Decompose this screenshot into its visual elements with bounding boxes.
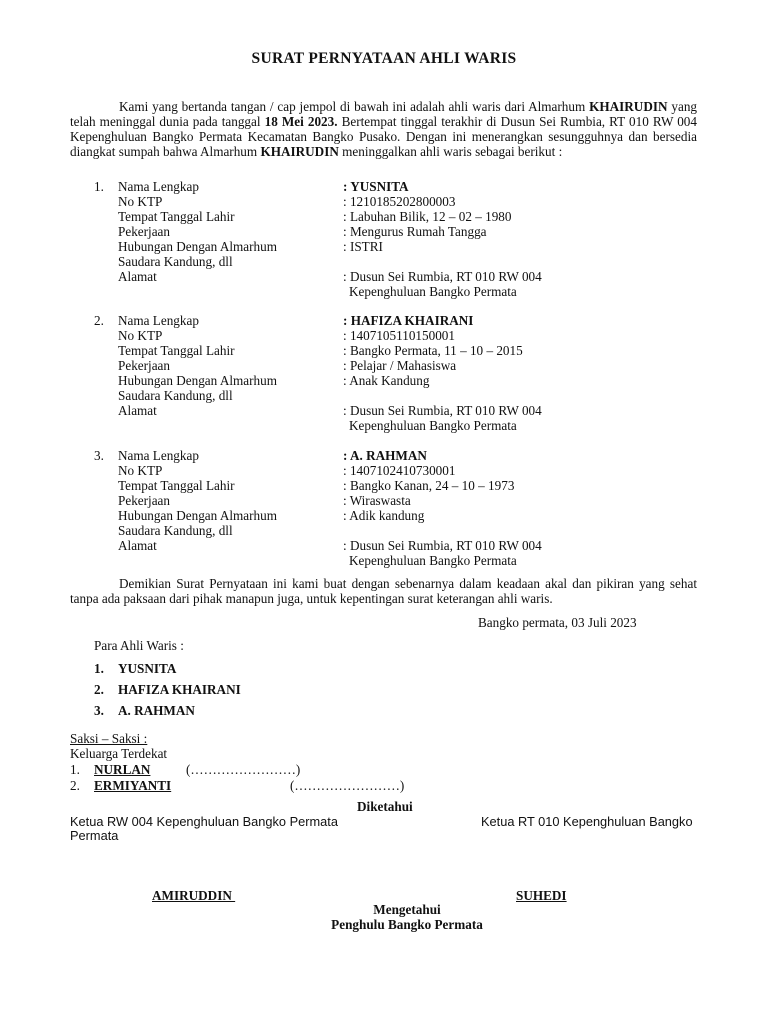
deceased-name: KHAIRUDIN bbox=[589, 99, 668, 114]
ketua-rt-name: SUHEDI bbox=[516, 888, 567, 903]
heir-hubungan: : Anak Kandung bbox=[343, 373, 430, 388]
intro-text-4: meninggalkan ahli waris sebagai berikut : bbox=[338, 144, 563, 159]
heir-ttl: : Bangko Permata, 11 – 10 – 2015 bbox=[343, 343, 523, 358]
deceased-name-repeat: KHAIRUDIN bbox=[260, 144, 339, 159]
heir-alamat: : Dusun Sei Rumbia, RT 010 RW 004 bbox=[343, 538, 542, 553]
heir-ktp: : 1407105110150001 bbox=[343, 328, 455, 343]
label-hubungan: Hubungan Dengan Almarhum bbox=[118, 508, 277, 523]
saksi-name: NURLAN bbox=[94, 762, 151, 777]
para-ahli-waris-label: Para Ahli Waris : bbox=[94, 638, 184, 653]
signer-number: 1. bbox=[94, 661, 104, 676]
document-title: SURAT PERNYATAAN AHLI WARIS bbox=[251, 50, 517, 67]
heir-ttl: : Labuhan Bilik, 12 – 02 – 1980 bbox=[343, 209, 512, 224]
label-ktp: No KTP bbox=[118, 463, 163, 478]
label-ktp: No KTP bbox=[118, 194, 163, 209]
heir-ktp: : 1210185202800003 bbox=[343, 194, 456, 209]
heir-name: : HAFIZA KHAIRANI bbox=[343, 313, 474, 328]
intro-paragraph bbox=[70, 99, 697, 159]
label-hubungan: Hubungan Dengan Almarhum bbox=[118, 373, 277, 388]
label-alamat: Alamat bbox=[118, 403, 157, 418]
saksi-number: 2. bbox=[70, 778, 80, 793]
saksi-title: Saksi – Saksi : bbox=[70, 731, 148, 746]
signer-number: 3. bbox=[94, 703, 104, 718]
heir-ktp: : 1407102410730001 bbox=[343, 463, 456, 478]
diketahui-label: Diketahui bbox=[357, 799, 413, 814]
heir-alamat-2: Kepenghuluan Bangko Permata bbox=[349, 284, 517, 299]
heir-alamat-2: Kepenghuluan Bangko Permata bbox=[349, 418, 517, 433]
saksi-subtitle: Keluarga Terdekat bbox=[70, 746, 168, 761]
saksi-signature-line: (……………………) bbox=[290, 778, 405, 793]
signer-number: 2. bbox=[94, 682, 104, 697]
label-nama: Nama Lengkap bbox=[118, 448, 199, 463]
label-ttl: Tempat Tanggal Lahir bbox=[118, 343, 235, 358]
ketua-rw-title: Ketua RW 004 Kepenghuluan Bangko Permata bbox=[70, 814, 338, 829]
heir-name: : A. RAHMAN bbox=[343, 448, 427, 463]
label-hubungan-2: Saudara Kandung, dll bbox=[118, 254, 233, 269]
death-date: 18 Mei 2023. bbox=[264, 114, 338, 129]
heir-name: : YUSNITA bbox=[343, 179, 409, 194]
label-alamat: Alamat bbox=[118, 538, 157, 553]
intro-text-1: Kami yang bertanda tangan / cap jempol di bawah ini adalah ahli waris dari Almarhum bbox=[119, 99, 590, 114]
label-nama: Nama Lengkap bbox=[118, 179, 199, 194]
heir-pekerjaan: : Pelajar / Mahasiswa bbox=[343, 358, 457, 373]
mengetahui-label: Mengetahui bbox=[373, 902, 441, 917]
intro-text-3: Bertempat tinggal terakhir di Dusun Sei Rumbia, RT 010 RW 004 Kepenghuluan Bangko Permata Kecamatan Bangko Pusako. Dengan ini menerangkan sesungguhnya dan bersedia diangkat sumpah bahwa Almarhum bbox=[70, 114, 697, 159]
place-date: Bangko permata, 03 Juli 2023 bbox=[478, 615, 637, 630]
heir-ttl: : Bangko Kanan, 24 – 10 – 1973 bbox=[343, 478, 515, 493]
heir-number: 2. bbox=[94, 313, 104, 328]
ketua-rw-name: AMIRUDDIN bbox=[152, 888, 236, 903]
heir-number: 1. bbox=[94, 179, 104, 194]
label-hubungan: Hubungan Dengan Almarhum bbox=[118, 239, 277, 254]
signer-name: A. RAHMAN bbox=[118, 703, 195, 718]
label-hubungan-2: Saudara Kandung, dll bbox=[118, 523, 233, 538]
heir-hubungan: : Adik kandung bbox=[343, 508, 425, 523]
ketua-rt-title: Ketua RT 010 Kepenghuluan Bangko bbox=[481, 814, 693, 829]
heir-alamat-2: Kepenghuluan Bangko Permata bbox=[349, 553, 517, 568]
label-pekerjaan: Pekerjaan bbox=[118, 493, 170, 508]
penghulu-title: Penghulu Bangko Permata bbox=[331, 917, 483, 932]
label-pekerjaan: Pekerjaan bbox=[118, 224, 170, 239]
label-ttl: Tempat Tanggal Lahir bbox=[118, 209, 235, 224]
signer-name: HAFIZA KHAIRANI bbox=[118, 682, 241, 697]
label-ttl: Tempat Tanggal Lahir bbox=[118, 478, 235, 493]
heir-hubungan: : ISTRI bbox=[343, 239, 383, 254]
closing-paragraph bbox=[70, 576, 697, 606]
label-ktp: No KTP bbox=[118, 328, 163, 343]
saksi-signature-line: (……………………) bbox=[186, 762, 301, 777]
closing-text: Demikian Surat Pernyataan ini kami buat dengan sebenarnya dalam keadaan akal dan pikiran yang sehat tanpa ada paksaan dari pihak manapun juga, untuk kepentingan surat keterangan ahli waris. bbox=[70, 576, 697, 606]
heir-alamat: : Dusun Sei Rumbia, RT 010 RW 004 bbox=[343, 403, 542, 418]
heir-alamat: : Dusun Sei Rumbia, RT 010 RW 004 bbox=[343, 269, 542, 284]
label-alamat: Alamat bbox=[118, 269, 157, 284]
heir-pekerjaan: : Mengurus Rumah Tangga bbox=[343, 224, 487, 239]
label-pekerjaan: Pekerjaan bbox=[118, 358, 170, 373]
label-nama: Nama Lengkap bbox=[118, 313, 199, 328]
intro-text-2: yang telah meninggal dunia pada tanggal bbox=[70, 99, 698, 129]
label-hubungan-2: Saudara Kandung, dll bbox=[118, 388, 233, 403]
heir-number: 3. bbox=[94, 448, 104, 463]
signer-name: YUSNITA bbox=[118, 661, 177, 676]
heir-pekerjaan: : Wiraswasta bbox=[343, 493, 411, 508]
ketua-rw-title-2: Permata bbox=[70, 828, 119, 843]
saksi-name: ERMIYANTI bbox=[94, 778, 172, 793]
saksi-number: 1. bbox=[70, 762, 80, 777]
